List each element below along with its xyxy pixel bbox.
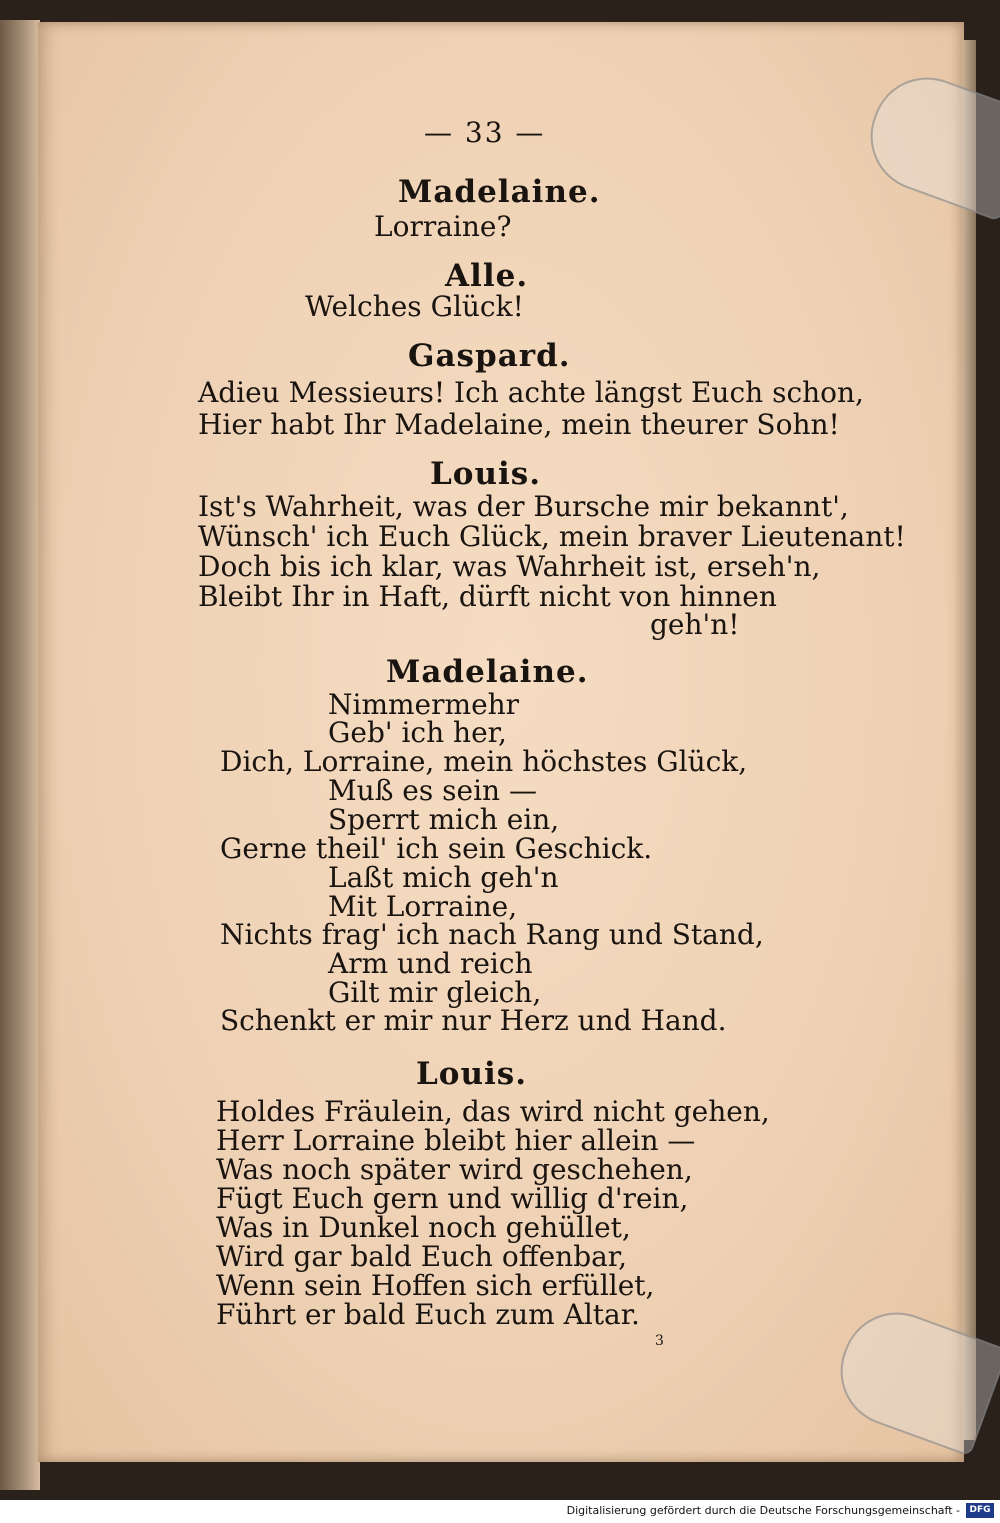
printer-signature-mark: 3 bbox=[655, 1333, 664, 1349]
verse-line: Wünsch' ich Euch Glück, mein braver Lieutenant! bbox=[198, 520, 906, 553]
speaker-name: Alle. bbox=[445, 258, 529, 294]
verse-line: Was in Dunkel noch gehüllet, bbox=[216, 1211, 631, 1244]
verse-line: Nichts frag' ich nach Rang und Stand, bbox=[220, 918, 764, 951]
verse-line: Muß es sein — bbox=[328, 774, 537, 807]
verse-line: Gerne theil' ich sein Geschick. bbox=[220, 832, 653, 865]
footer-credit: Digitalisierung gefördert durch die Deutsche Forschungsgemeinschaft - bbox=[566, 1504, 960, 1517]
verse-line: Sperrt mich ein, bbox=[328, 803, 560, 836]
verse-line: Adieu Messieurs! Ich achte längst Euch schon, bbox=[198, 376, 864, 409]
page-number: — 33 — bbox=[424, 116, 546, 149]
verse-line: Doch bis ich klar, was Wahrheit ist, erseh'n, bbox=[198, 550, 821, 583]
verse-line: Herr Lorraine bleibt hier allein — bbox=[216, 1124, 696, 1157]
verse-line: Bleibt Ihr in Haft, dürft nicht von hinnen bbox=[198, 580, 777, 613]
digitization-footer bbox=[0, 1500, 1000, 1523]
dfg-logo: DFG bbox=[966, 1503, 994, 1518]
verse-line: Gilt mir gleich, bbox=[328, 976, 542, 1009]
book-spine-edge bbox=[0, 20, 40, 1490]
verse-line: Wird gar bald Euch offenbar, bbox=[216, 1240, 628, 1273]
verse-line: Geb' ich her, bbox=[328, 716, 507, 749]
verse-line: Hier habt Ihr Madelaine, mein theurer Sohn! bbox=[198, 408, 840, 441]
speaker-name: Louis. bbox=[416, 1056, 528, 1092]
verse-line: Mit Lorraine, bbox=[328, 890, 518, 923]
verse-line: Führt er bald Euch zum Altar. bbox=[216, 1298, 640, 1331]
verse-line: Welches Glück! bbox=[305, 290, 524, 323]
speaker-name: Gaspard. bbox=[408, 338, 571, 374]
verse-line: Ist's Wahrheit, was der Bursche mir bekannt', bbox=[198, 490, 849, 523]
verse-line: Wenn sein Hoffen sich erfüllet, bbox=[216, 1269, 655, 1302]
verse-line: Was noch später wird geschehen, bbox=[216, 1153, 693, 1186]
verse-line: Holdes Fräulein, das wird nicht gehen, bbox=[216, 1095, 770, 1128]
speaker-name: Madelaine. bbox=[398, 174, 601, 210]
verse-line: geh'n! bbox=[650, 608, 740, 641]
speaker-name: Louis. bbox=[430, 456, 542, 492]
verse-line: Lorraine? bbox=[374, 210, 512, 243]
verse-line: Laßt mich geh'n bbox=[328, 861, 559, 894]
page-right-edge bbox=[962, 40, 976, 1440]
speaker-name: Madelaine. bbox=[386, 654, 589, 690]
verse-line: Nimmermehr bbox=[328, 688, 520, 721]
verse-line: Arm und reich bbox=[328, 947, 533, 980]
verse-line: Dich, Lorraine, mein höchstes Glück, bbox=[220, 745, 748, 778]
verse-line: Schenkt er mir nur Herz und Hand. bbox=[220, 1004, 727, 1037]
verse-line: Fügt Euch gern und willig d'rein, bbox=[216, 1182, 689, 1215]
